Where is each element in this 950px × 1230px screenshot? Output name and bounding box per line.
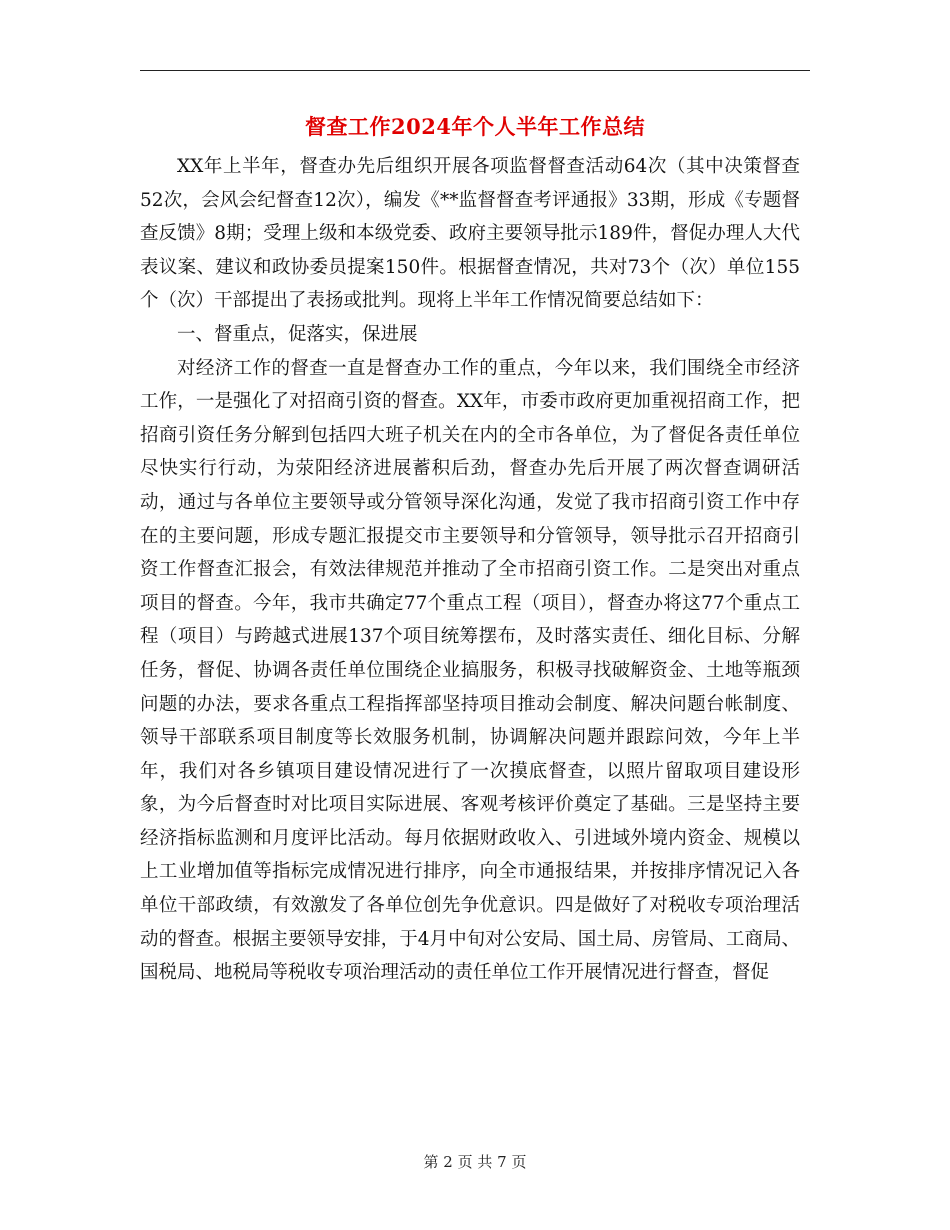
header-rule	[140, 70, 810, 71]
section-heading-1: 一、督重点，促落实，保进展	[177, 323, 418, 345]
page-number: 第 2 页 共 7 页	[423, 1153, 527, 1171]
document-title: 督查工作2024年个人半年工作总结	[305, 114, 645, 139]
paragraph-intro: XX年上半年，督查办先后组织开展各项监督督查活动64次（其中决策督查52次，会风会纪督查12次），编发《**监督督查考评通报》33期，形成《专题督查反馈》8期；受理上级和本级党委、政府主要领导批示189件，督促办理人大代表议案、建议和政协委员提案150件。根据督查情况，共对73个（次）单位155个（次）干部提出了表扬或批判。现将上半年工作情况简要总结如下：	[140, 156, 800, 312]
paragraph-section-1: 对经济工作的督查一直是督查办工作的重点，今年以来，我们围绕全市经济工作，一是强化了对招商引资的督查。XX年，市委市政府更加重视招商工作，把招商引资任务分解到包括四大班子机关在内的全市各单位，为了督促各责任单位尽快实行行动，为荥阳经济进展蓄积后劲，督查办先后开展了两次督查调研活动，通过与各单位主要领导或分管领导深化沟通，发觉了我市招商引资工作中存在的主要问题，形成专题汇报提交市主要领导和分管领导，领导批示召开招商引资工作督查汇报会，有效法律规范并推动了全市招商引资工作。二是突出对重点项目的督查。今年，我市共确定77个重点工程（项目），督查办将这77个重点工程（项目）与跨越式进展137个项目统筹摆布，及时落实责任、细化目标、分解任务，督促、协调各责任单位围绕企业搞服务，积极寻找破解资金、土地等瓶颈问题的办法，要求各重点工程指挥部坚持项目推动会制度、解决问题台帐制度、领导干部联系项目制度等长效服务机制，协调解决问题并跟踪问效，今年上半年，我们对各乡镇项目建设情况进行了一次摸底督查，以照片留取项目建设形象，为今后督查时对比项目实际进展、客观考核评价奠定了基础。三是坚持主要经济指标监测和月度评比活动。每月依据财政收入、引进域外境内资金、规模以上工业增加值等指标完成情况进行排序，向全市通报结果，并按排序情况记入各单位干部政绩，有效激发了各单位创先争优意识。四是做好了对税收专项治理活动的督查。根据主要领导安排，于4月中旬对公安局、国土局、房管局、工商局、国税局、地税局等税收专项治理活动的责任单位工作开展情况进行督查，督促	[140, 357, 800, 984]
document-body	[140, 150, 800, 990]
